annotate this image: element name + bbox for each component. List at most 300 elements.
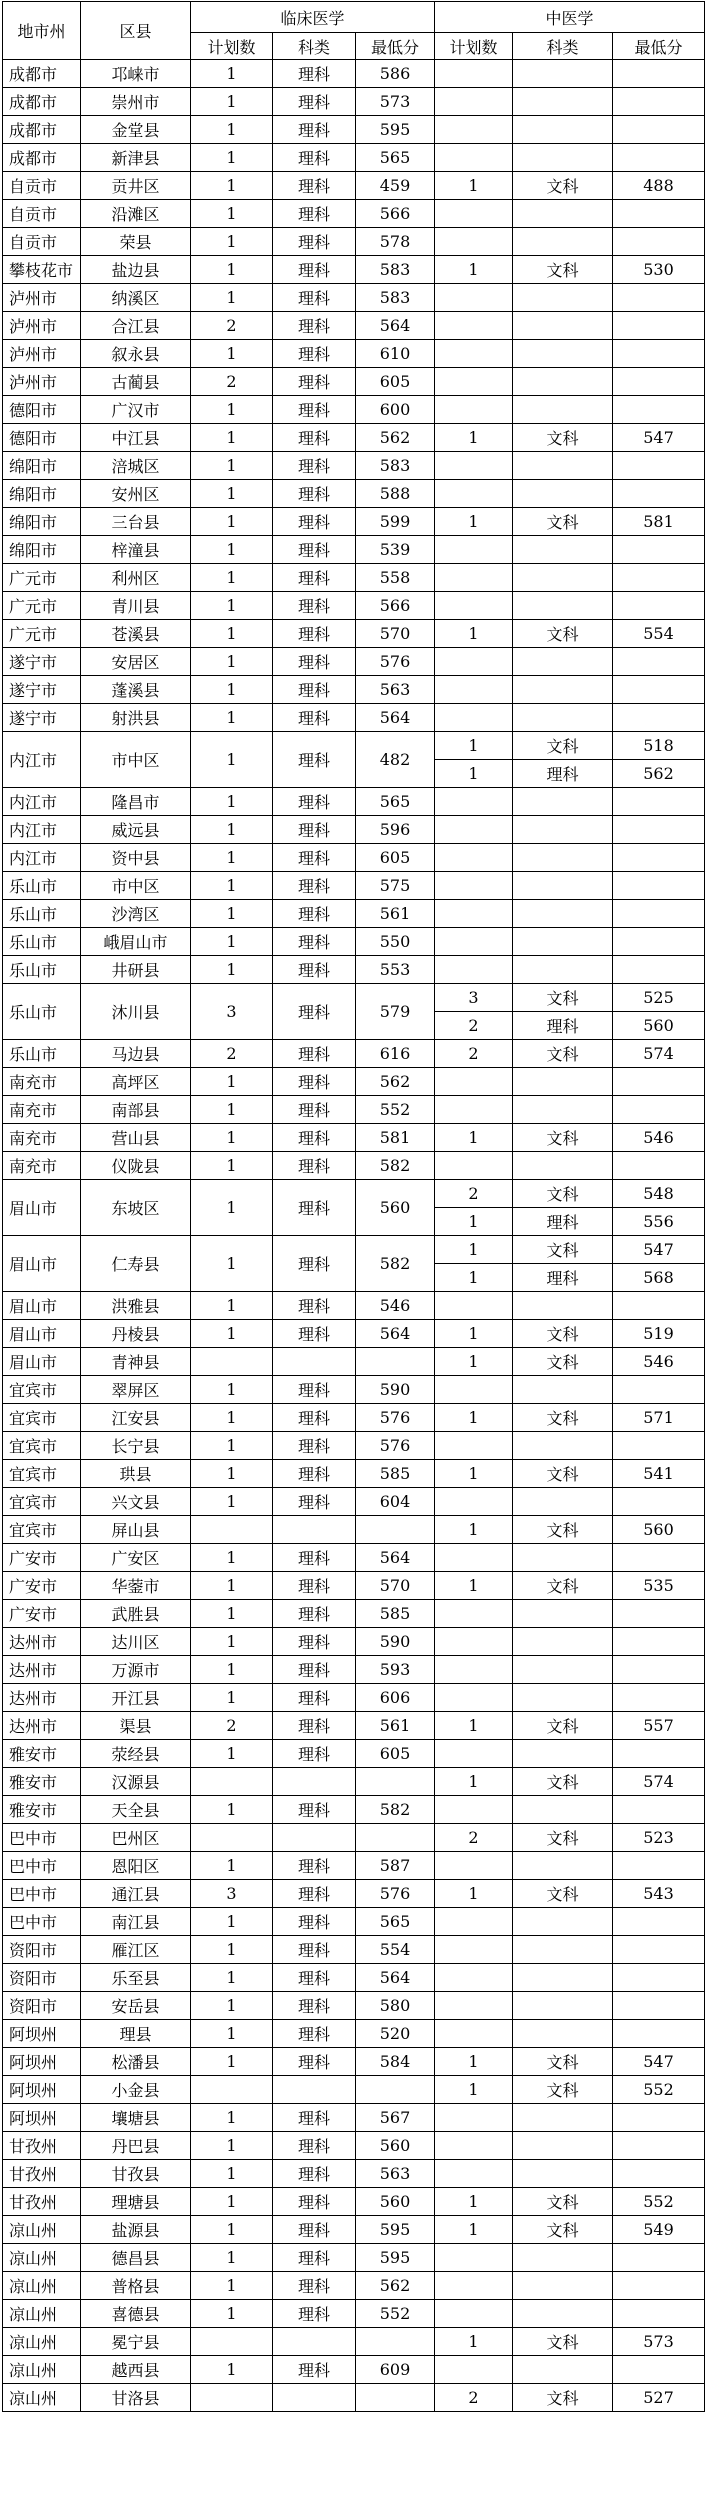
tcm-plan-cell (435, 1600, 513, 1628)
clinical-min-score-cell: 570 (356, 1572, 435, 1600)
tcm-min-score-cell (613, 2020, 705, 2048)
table-row (3, 676, 705, 704)
tcm-plan-cell (435, 592, 513, 620)
clinical-subject-cell: 理科 (273, 1880, 356, 1908)
clinical-subject-cell: 理科 (273, 872, 356, 900)
tcm-min-score-cell (613, 1684, 705, 1712)
county-cell: 万源市 (81, 1656, 191, 1684)
tcm-subject-cell (513, 844, 613, 872)
city-cell: 达州市 (3, 1628, 81, 1656)
clinical-min-score-cell: 566 (356, 200, 435, 228)
tcm-subject-cell (513, 956, 613, 984)
tcm-subject-cell (513, 900, 613, 928)
tcm-min-score-cell (613, 592, 705, 620)
tcm-subject-cell: 理科 (513, 1208, 613, 1236)
clinical-plan-cell: 1 (191, 1684, 273, 1712)
clinical-plan-cell: 1 (191, 620, 273, 648)
clinical-min-score-cell: 573 (356, 88, 435, 116)
table-row (3, 2104, 705, 2132)
tcm-plan-cell: 1 (435, 2188, 513, 2216)
county-cell: 仁寿县 (81, 1236, 191, 1292)
table-row (3, 2076, 705, 2104)
tcm-plan-cell: 1 (435, 1768, 513, 1796)
table-row (3, 788, 705, 816)
county-cell: 青川县 (81, 592, 191, 620)
tcm-plan-cell: 1 (435, 1460, 513, 1488)
county-cell: 沙湾区 (81, 900, 191, 928)
tcm-subject-cell (513, 704, 613, 732)
city-cell: 宜宾市 (3, 1488, 81, 1516)
tcm-min-score-cell (613, 900, 705, 928)
clinical-min-score-cell: 561 (356, 1712, 435, 1740)
tcm-subject-cell (513, 228, 613, 256)
clinical-subject-cell: 理科 (273, 1376, 356, 1404)
county-cell: 达川区 (81, 1628, 191, 1656)
city-cell: 乐山市 (3, 956, 81, 984)
clinical-min-score-cell: 546 (356, 1292, 435, 1320)
tcm-subject-cell: 文科 (513, 2328, 613, 2356)
tcm-min-score-cell (613, 1936, 705, 1964)
clinical-plan-cell: 1 (191, 2272, 273, 2300)
tcm-plan-cell (435, 228, 513, 256)
tcm-min-score-cell (613, 1908, 705, 1936)
table-row (3, 1152, 705, 1180)
clinical-min-score-cell: 604 (356, 1488, 435, 1516)
tcm-subject-cell (513, 340, 613, 368)
clinical-min-score-cell: 580 (356, 1992, 435, 2020)
county-cell: 仪陇县 (81, 1152, 191, 1180)
clinical-subject-cell: 理科 (273, 480, 356, 508)
clinical-subject-cell: 理科 (273, 368, 356, 396)
clinical-min-score-cell (356, 1516, 435, 1544)
tcm-plan-cell: 1 (435, 2048, 513, 2076)
city-cell: 乐山市 (3, 1040, 81, 1068)
tcm-plan-cell (435, 900, 513, 928)
county-cell: 蓬溪县 (81, 676, 191, 704)
clinical-min-score-cell (356, 2076, 435, 2104)
table-row (3, 88, 705, 116)
clinical-subject-cell: 理科 (273, 536, 356, 564)
clinical-subject-cell: 理科 (273, 1320, 356, 1348)
table-row (3, 2216, 705, 2244)
clinical-plan-cell: 1 (191, 1488, 273, 1516)
tcm-plan-cell (435, 1992, 513, 2020)
clinical-subject-cell: 理科 (273, 200, 356, 228)
table-row (3, 256, 705, 284)
table-row (3, 508, 705, 536)
clinical-subject-cell: 理科 (273, 592, 356, 620)
clinical-min-score-cell: 564 (356, 1320, 435, 1348)
tcm-plan-cell (435, 2132, 513, 2160)
county-cell: 丹棱县 (81, 1320, 191, 1348)
tcm-plan-cell (435, 1740, 513, 1768)
clinical-plan-cell: 1 (191, 2216, 273, 2244)
clinical-min-score-cell (356, 1348, 435, 1376)
county-cell: 三台县 (81, 508, 191, 536)
clinical-plan-cell (191, 2384, 273, 2412)
tcm-min-score-cell: 568 (613, 1264, 705, 1292)
clinical-min-score-cell: 582 (356, 1152, 435, 1180)
table-row (3, 116, 705, 144)
county-cell: 高坪区 (81, 1068, 191, 1096)
clinical-min-score-cell: 606 (356, 1684, 435, 1712)
county-cell: 理县 (81, 2020, 191, 2048)
county-cell: 涪城区 (81, 452, 191, 480)
clinical-subject-cell: 理科 (273, 1852, 356, 1880)
tcm-min-score-cell (613, 60, 705, 88)
clinical-plan-cell: 1 (191, 340, 273, 368)
tcm-min-score-cell: 552 (613, 2076, 705, 2104)
city-cell: 内江市 (3, 732, 81, 788)
table-row (3, 1712, 705, 1740)
county-cell: 汉源县 (81, 1768, 191, 1796)
tcm-subject-cell: 文科 (513, 1124, 613, 1152)
clinical-subject-cell (273, 1824, 356, 1852)
city-cell: 凉山州 (3, 2216, 81, 2244)
tcm-plan-cell (435, 2244, 513, 2272)
clinical-subject-cell: 理科 (273, 312, 356, 340)
tcm-plan-cell (435, 312, 513, 340)
header-county: 区县 (81, 2, 191, 60)
clinical-plan-cell: 1 (191, 788, 273, 816)
county-cell: 荣县 (81, 228, 191, 256)
tcm-plan-cell: 1 (435, 1236, 513, 1264)
clinical-subject-cell: 理科 (273, 1152, 356, 1180)
clinical-plan-cell (191, 1348, 273, 1376)
tcm-min-score-cell (613, 284, 705, 312)
clinical-min-score-cell: 576 (356, 1880, 435, 1908)
city-cell: 甘孜州 (3, 2188, 81, 2216)
city-cell: 内江市 (3, 816, 81, 844)
tcm-plan-cell (435, 676, 513, 704)
clinical-min-score-cell: 561 (356, 900, 435, 928)
city-cell: 南充市 (3, 1096, 81, 1124)
county-cell: 普格县 (81, 2272, 191, 2300)
tcm-plan-cell: 1 (435, 508, 513, 536)
table-row (3, 1824, 705, 1852)
clinical-subject-cell: 理科 (273, 1236, 356, 1292)
city-cell: 凉山州 (3, 2300, 81, 2328)
clinical-min-score-cell: 564 (356, 1544, 435, 1572)
tcm-subject-cell: 文科 (513, 2216, 613, 2244)
clinical-subject-cell: 理科 (273, 2272, 356, 2300)
clinical-subject-cell: 理科 (273, 1656, 356, 1684)
tcm-subject-cell (513, 2132, 613, 2160)
tcm-min-score-cell: 518 (613, 732, 705, 760)
clinical-subject-cell: 理科 (273, 340, 356, 368)
tcm-plan-cell (435, 2160, 513, 2188)
county-cell: 兴文县 (81, 1488, 191, 1516)
clinical-min-score-cell: 595 (356, 2216, 435, 2244)
tcm-subject-cell (513, 1152, 613, 1180)
city-cell: 遂宁市 (3, 704, 81, 732)
table-row (3, 900, 705, 928)
county-cell: 壤塘县 (81, 2104, 191, 2132)
tcm-min-score-cell (613, 2272, 705, 2300)
city-cell: 巴中市 (3, 1852, 81, 1880)
tcm-plan-cell: 1 (435, 1124, 513, 1152)
clinical-subject-cell: 理科 (273, 172, 356, 200)
city-cell: 绵阳市 (3, 480, 81, 508)
clinical-min-score-cell: 560 (356, 1180, 435, 1236)
clinical-min-score-cell: 566 (356, 592, 435, 620)
table-row (3, 1656, 705, 1684)
tcm-plan-cell: 1 (435, 1516, 513, 1544)
clinical-subject-cell: 理科 (273, 1096, 356, 1124)
tcm-subject-cell: 文科 (513, 172, 613, 200)
table-row (3, 452, 705, 480)
clinical-plan-cell: 1 (191, 2048, 273, 2076)
clinical-plan-cell: 1 (191, 2160, 273, 2188)
table-row (3, 1544, 705, 1572)
tcm-plan-cell (435, 2356, 513, 2384)
tcm-min-score-cell (613, 1600, 705, 1628)
table-row (3, 1936, 705, 1964)
tcm-plan-cell (435, 2020, 513, 2048)
city-cell: 宜宾市 (3, 1432, 81, 1460)
county-cell: 松潘县 (81, 2048, 191, 2076)
header-clinical-medicine: 临床医学 (191, 2, 435, 33)
clinical-subject-cell (273, 1348, 356, 1376)
tcm-min-score-cell (613, 872, 705, 900)
tcm-min-score-cell: 574 (613, 1768, 705, 1796)
clinical-subject-cell: 理科 (273, 676, 356, 704)
clinical-subject-cell: 理科 (273, 704, 356, 732)
tcm-min-score-cell: 488 (613, 172, 705, 200)
county-cell: 资中县 (81, 844, 191, 872)
tcm-min-score-cell: 535 (613, 1572, 705, 1600)
clinical-plan-cell: 1 (191, 284, 273, 312)
tcm-subject-cell: 文科 (513, 2076, 613, 2104)
tcm-min-score-cell (613, 2160, 705, 2188)
county-cell: 中江县 (81, 424, 191, 452)
clinical-subject-cell: 理科 (273, 396, 356, 424)
tcm-min-score-cell (613, 844, 705, 872)
clinical-min-score-cell: 558 (356, 564, 435, 592)
clinical-plan-cell: 1 (191, 900, 273, 928)
tcm-subject-cell: 文科 (513, 1040, 613, 1068)
clinical-subject-cell: 理科 (273, 1964, 356, 1992)
table-row (3, 536, 705, 564)
table-row (3, 564, 705, 592)
tcm-subject-cell: 文科 (513, 732, 613, 760)
clinical-min-score-cell: 588 (356, 480, 435, 508)
clinical-subject-cell: 理科 (273, 452, 356, 480)
clinical-min-score-cell: 605 (356, 368, 435, 396)
table-row (3, 2244, 705, 2272)
clinical-min-score-cell: 564 (356, 1964, 435, 1992)
city-cell: 成都市 (3, 88, 81, 116)
tcm-plan-cell: 1 (435, 2328, 513, 2356)
tcm-subject-cell (513, 396, 613, 424)
tcm-subject-cell (513, 116, 613, 144)
clinical-min-score-cell: 578 (356, 228, 435, 256)
county-cell: 盐源县 (81, 2216, 191, 2244)
county-cell: 长宁县 (81, 1432, 191, 1460)
clinical-plan-cell: 1 (191, 1572, 273, 1600)
tcm-plan-cell (435, 144, 513, 172)
tcm-plan-cell: 1 (435, 172, 513, 200)
county-cell: 纳溪区 (81, 284, 191, 312)
tcm-subject-cell (513, 284, 613, 312)
tcm-min-score-cell: 527 (613, 2384, 705, 2412)
tcm-plan-cell (435, 116, 513, 144)
tcm-subject-cell (513, 1908, 613, 1936)
clinical-subject-cell: 理科 (273, 2048, 356, 2076)
table-row (3, 396, 705, 424)
city-cell: 自贡市 (3, 200, 81, 228)
tcm-min-score-cell (613, 2132, 705, 2160)
clinical-min-score-cell: 552 (356, 1096, 435, 1124)
clinical-min-score-cell: 579 (356, 984, 435, 1040)
county-cell: 叙永县 (81, 340, 191, 368)
tcm-min-score-cell (613, 88, 705, 116)
tcm-subject-cell (513, 1796, 613, 1824)
county-cell: 盐边县 (81, 256, 191, 284)
tcm-subject-cell: 文科 (513, 1348, 613, 1376)
table-row (3, 1068, 705, 1096)
tcm-min-score-cell (613, 1096, 705, 1124)
clinical-min-score-cell (356, 2384, 435, 2412)
tcm-plan-cell (435, 704, 513, 732)
tcm-plan-cell (435, 2272, 513, 2300)
tcm-subject-cell (513, 1376, 613, 1404)
tcm-min-score-cell: 547 (613, 2048, 705, 2076)
clinical-plan-cell (191, 1516, 273, 1544)
tcm-subject-cell: 文科 (513, 1712, 613, 1740)
city-cell: 遂宁市 (3, 648, 81, 676)
county-cell: 翠屏区 (81, 1376, 191, 1404)
header-tcm-min-score: 最低分 (613, 33, 705, 60)
table-row (3, 620, 705, 648)
county-cell: 武胜县 (81, 1600, 191, 1628)
tcm-plan-cell: 1 (435, 1264, 513, 1292)
tcm-plan-cell (435, 1292, 513, 1320)
tcm-subject-cell (513, 1068, 613, 1096)
tcm-min-score-cell: 548 (613, 1180, 705, 1208)
clinical-plan-cell: 3 (191, 1880, 273, 1908)
tcm-plan-cell: 1 (435, 620, 513, 648)
city-cell: 眉山市 (3, 1180, 81, 1236)
clinical-plan-cell: 2 (191, 1040, 273, 1068)
tcm-min-score-cell: 547 (613, 424, 705, 452)
city-cell: 凉山州 (3, 2384, 81, 2412)
clinical-subject-cell: 理科 (273, 2132, 356, 2160)
clinical-min-score-cell: 565 (356, 788, 435, 816)
tcm-plan-cell (435, 956, 513, 984)
tcm-subject-cell (513, 1656, 613, 1684)
clinical-min-score-cell: 582 (356, 1796, 435, 1824)
tcm-min-score-cell: 552 (613, 2188, 705, 2216)
table-row (3, 1124, 705, 1152)
tcm-subject-cell (513, 1684, 613, 1712)
county-cell: 理塘县 (81, 2188, 191, 2216)
clinical-subject-cell: 理科 (273, 1628, 356, 1656)
clinical-min-score-cell: 560 (356, 2132, 435, 2160)
tcm-min-score-cell: 581 (613, 508, 705, 536)
tcm-min-score-cell: 554 (613, 620, 705, 648)
tcm-min-score-cell (613, 480, 705, 508)
county-cell: 屏山县 (81, 1516, 191, 1544)
tcm-min-score-cell: 560 (613, 1516, 705, 1544)
table-row (3, 984, 705, 1012)
tcm-subject-cell (513, 200, 613, 228)
clinical-subject-cell: 理科 (273, 900, 356, 928)
tcm-subject-cell: 文科 (513, 1768, 613, 1796)
city-cell: 德阳市 (3, 424, 81, 452)
city-cell: 凉山州 (3, 2356, 81, 2384)
clinical-subject-cell: 理科 (273, 732, 356, 788)
tcm-min-score-cell (613, 2244, 705, 2272)
city-cell: 德阳市 (3, 396, 81, 424)
table-row (3, 340, 705, 368)
tcm-subject-cell (513, 1600, 613, 1628)
city-cell: 广安市 (3, 1600, 81, 1628)
tcm-min-score-cell (613, 116, 705, 144)
clinical-plan-cell: 2 (191, 312, 273, 340)
tcm-min-score-cell: 549 (613, 2216, 705, 2244)
clinical-subject-cell: 理科 (273, 88, 356, 116)
county-cell: 天全县 (81, 1796, 191, 1824)
clinical-plan-cell: 1 (191, 816, 273, 844)
tcm-plan-cell (435, 928, 513, 956)
city-cell: 甘孜州 (3, 2160, 81, 2188)
clinical-plan-cell: 1 (191, 2132, 273, 2160)
city-cell: 泸州市 (3, 368, 81, 396)
clinical-plan-cell: 1 (191, 1376, 273, 1404)
tcm-plan-cell (435, 200, 513, 228)
city-cell: 眉山市 (3, 1292, 81, 1320)
county-cell: 广安区 (81, 1544, 191, 1572)
tcm-plan-cell (435, 1796, 513, 1824)
clinical-min-score-cell: 582 (356, 1236, 435, 1292)
city-cell: 达州市 (3, 1712, 81, 1740)
table-row (3, 2300, 705, 2328)
county-cell: 通江县 (81, 1880, 191, 1908)
header-city: 地市州 (3, 2, 81, 60)
clinical-subject-cell: 理科 (273, 1488, 356, 1516)
clinical-plan-cell: 1 (191, 1544, 273, 1572)
county-cell: 乐至县 (81, 1964, 191, 1992)
table-row (3, 1432, 705, 1460)
tcm-subject-cell (513, 1936, 613, 1964)
tcm-plan-cell (435, 1684, 513, 1712)
table-row (3, 648, 705, 676)
tcm-min-score-cell (613, 2300, 705, 2328)
tcm-subject-cell (513, 648, 613, 676)
clinical-min-score-cell: 554 (356, 1936, 435, 1964)
table-row (3, 1040, 705, 1068)
tcm-plan-cell (435, 1936, 513, 1964)
clinical-plan-cell: 1 (191, 536, 273, 564)
clinical-subject-cell: 理科 (273, 2188, 356, 2216)
table-row (3, 1880, 705, 1908)
tcm-min-score-cell (613, 1740, 705, 1768)
clinical-min-score-cell: 581 (356, 1124, 435, 1152)
city-cell: 成都市 (3, 60, 81, 88)
tcm-subject-cell: 文科 (513, 1320, 613, 1348)
clinical-subject-cell (273, 1768, 356, 1796)
county-cell: 市中区 (81, 872, 191, 900)
clinical-subject-cell: 理科 (273, 2160, 356, 2188)
clinical-subject-cell: 理科 (273, 60, 356, 88)
clinical-min-score-cell: 586 (356, 60, 435, 88)
county-cell: 金堂县 (81, 116, 191, 144)
tcm-min-score-cell (613, 228, 705, 256)
tcm-subject-cell (513, 1852, 613, 1880)
city-cell: 资阳市 (3, 1936, 81, 1964)
table-row (3, 368, 705, 396)
